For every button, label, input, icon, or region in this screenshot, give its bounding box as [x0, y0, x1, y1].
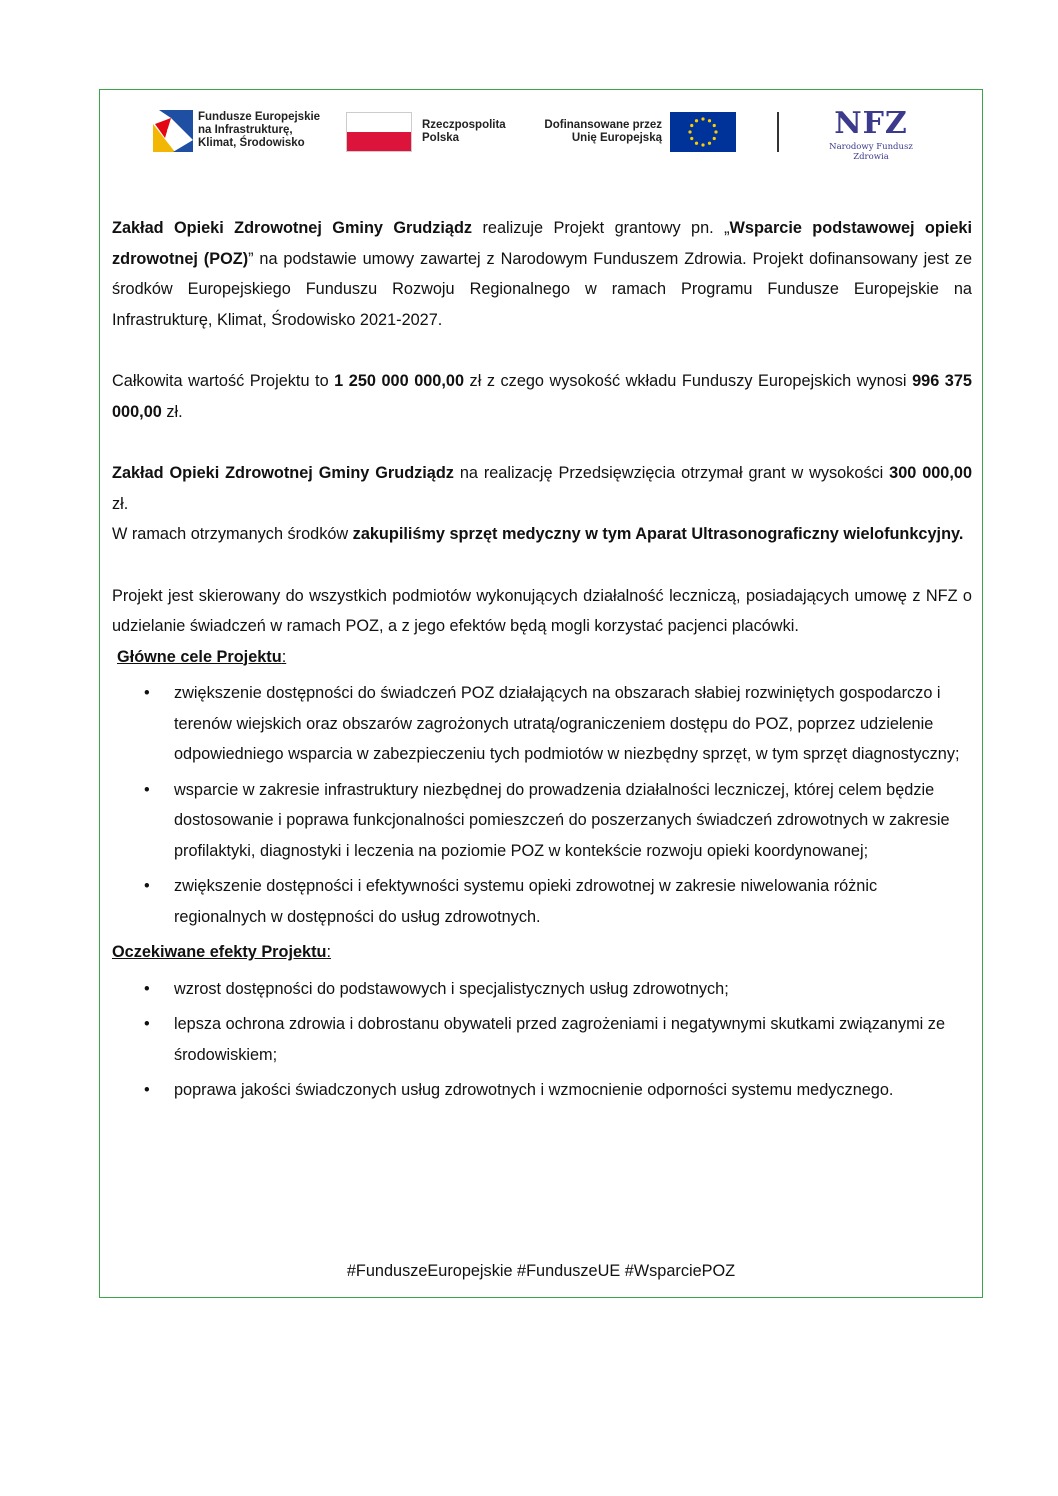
eu-star-icon	[695, 142, 698, 145]
document-frame	[99, 89, 983, 1298]
effects-list	[112, 974, 972, 1106]
eu-star-icon	[708, 142, 711, 145]
hashtags: #FunduszeEuropejskie #FunduszeUE #WsparciePOZ	[346, 1262, 736, 1280]
grant-paragraph: Zakład Opieki Zdrowotnej Gminy Grudziądz na realizację Przedsięwzięcia otrzymał grant w wysokości 300 000,00 zł.	[112, 464, 972, 513]
eu-star-icon	[713, 124, 716, 127]
eu-star-icon	[688, 130, 691, 133]
eu-star-icon	[695, 119, 698, 122]
logo-separator	[777, 112, 779, 152]
list-item: • zwiększenie dostępności i efektywności systemu opieki zdrowotnej w zakresie niwelowania różnic regionalnych w dostępności do usług zdrowotnych.	[144, 877, 878, 926]
logo-bar	[100, 90, 982, 200]
poland-flag-icon	[346, 112, 412, 152]
goals-list	[112, 678, 972, 932]
list-item: • poprawa jakości świadczonych usług zdrowotnych i wzmocnienie odporności systemu medycznego.	[144, 1081, 894, 1099]
eu-star-icon	[701, 143, 704, 146]
fundusze-europejskie-logo-text: Fundusze Europejskie na Infrastrukturę, Klimat, Środowisko	[198, 111, 321, 149]
eu-star-icon	[690, 137, 693, 140]
fundusze-europejskie-logo-icon	[153, 110, 193, 152]
eu-star-icon	[713, 137, 716, 140]
eu-star-icon	[708, 119, 711, 122]
eu-cofinanced-text: Dofinansowane przez Unię Europejską	[544, 119, 662, 144]
project-value-paragraph: Całkowita wartość Projektu to 1 250 000 000,00 zł z czego wysokość wkładu Funduszy Europejskich wynosi 996 375 000,00 zł.	[112, 372, 972, 421]
goals-heading: Główne cele Projektu:	[117, 647, 287, 666]
effects-heading: Oczekiwane efekty Projektu:	[112, 943, 331, 961]
intro-paragraph: Zakład Opieki Zdrowotnej Gminy Grudziądz realizuje Projekt grantowy pn. „Wsparcie podstawowej opieki zdrowotnej (POZ)” na podstawie umowy zawartej z Narodowym Funduszem Zdrowia. Projekt dofinansowany jest ze środków Europejskiego Funduszu Rozwoju Regionalnego w ramach Programu Fundusze Europejskie na Infrastrukturę, Klimat, Środowisko 2021-2027.	[112, 219, 973, 329]
eu-flag-icon	[670, 112, 736, 152]
equipment-paragraph: W ramach otrzymanych środków zakupiliśmy sprzęt medyczny w tym Aparat Ultrasonograficzny wielofunkcyjny.	[112, 525, 964, 543]
list-item: • wsparcie w zakresie infrastruktury niezbędnej do prowadzenia działalności leczniczej, której celem będzie dostosowanie i poprawa funkcjonalności pomieszczeń do poszerzanych świadczeń zdrowotnych w zakresie profilaktyki, diagnostyki i leczenia na poziomie POZ w kontekście rozwoju opieki koordynowanej;	[144, 780, 950, 860]
eu-star-icon	[714, 130, 717, 133]
document-body	[112, 213, 972, 1111]
list-item: • wzrost dostępności do podstawowych i specjalistycznych usług zdrowotnych;	[144, 979, 729, 998]
eu-star-icon	[701, 117, 704, 120]
rzeczpospolita-logo-text: Rzeczpospolita Polska	[422, 119, 506, 144]
target-paragraph: Projekt jest skierowany do wszystkich podmiotów wykonujących działalność leczniczą, posiadających umowę z NFZ o udzielanie świadczeń w ramach POZ, a z jego efektów będą mogli korzystać pacjenci placówki.	[112, 586, 972, 635]
list-item: • lepsza ochrona zdrowia i dobrostanu obywateli przed zagrożeniami i negatywnymi skutkami związanymi ze środowiskiem;	[144, 1015, 946, 1064]
list-item: • zwiększenie dostępności do świadczeń POZ działających na obszarach słabiej rozwiniętych gospodarczo i terenów wiejskich oraz obszarów zagrożonych utratą/ograniczeniem dostępu do POZ, poprzez udzielenie odpowiedniego wsparcia w zabezpieczeniu tych podmiotów w niezbędny sprzęt, w tym sprzęt diagnostyczny;	[144, 684, 960, 763]
nfz-logo: NFZ Narodowy Fundusz Zdrowia	[829, 106, 913, 162]
eu-star-icon	[690, 124, 693, 127]
